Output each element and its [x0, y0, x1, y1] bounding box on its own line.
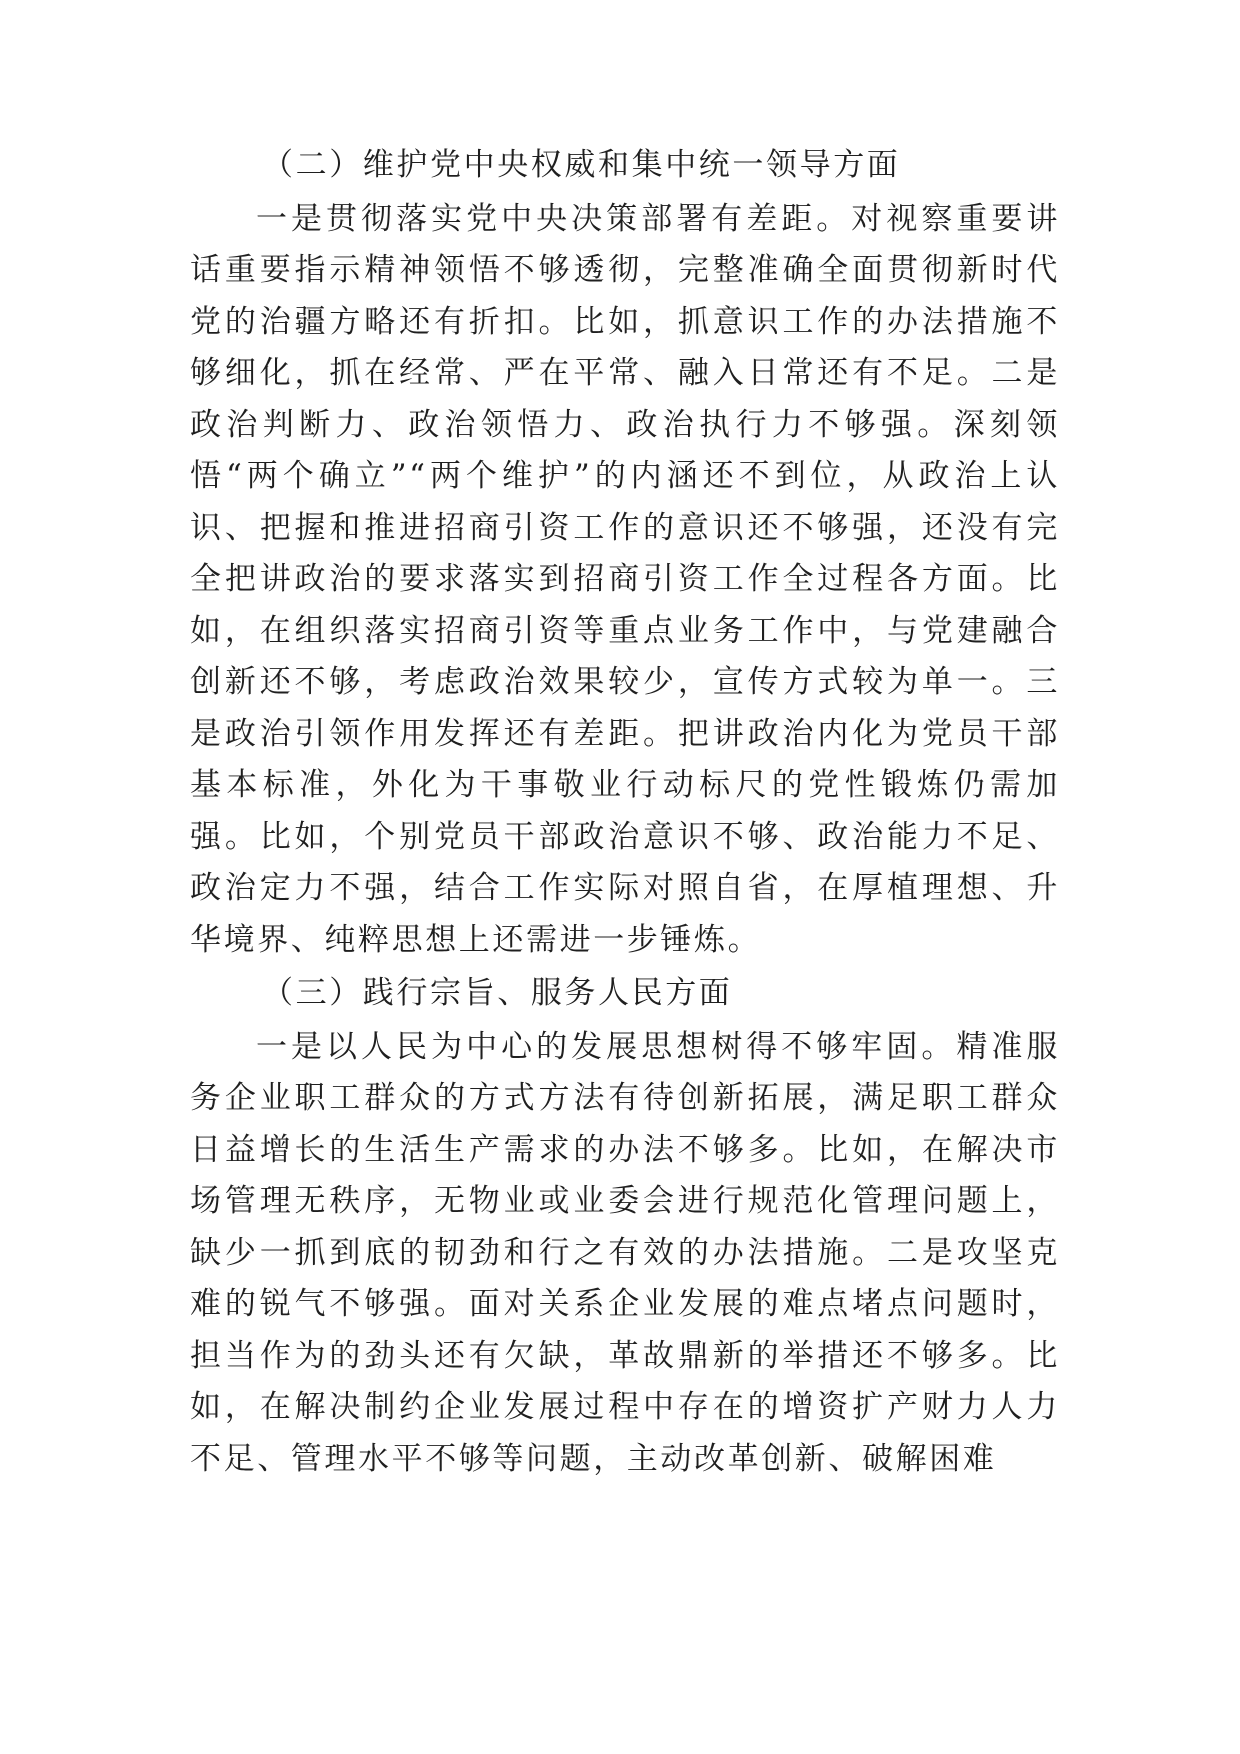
document-body — [190, 140, 1060, 1485]
section-heading-3: （三）践行宗旨、服务人民方面 — [262, 975, 733, 1011]
section-paragraph-3: 一是以人民为中心的发展思想树得不够牢固。精准服务企业职工群众的方式方法有待创新拓展，满足职工群众日益增长的生活生产需求的办法不够多。比如，在解决市场管理无秩序，无物业或业委会进行规范化管理问题上，缺少一抓到底的韧劲和行之有效的办法措施。二是攻坚克难的锐气不够强。面对关系企业发展的难点堵点问题时，担当作为的劲头还有欠缺，革故鼎新的举措还不够多。比如，在解决制约企业发展过程中存在的增资扩产财力人力不足、管理水平不够等问题，主动改革创新、破解困难 — [190, 1028, 1060, 1477]
section-paragraph-2: 一是贯彻落实党中央决策部署有差距。对视察重要讲话重要指示精神领悟不够透彻，完整准确全面贯彻新时代党的治疆方略还有折扣。比如，抓意识工作的办法措施不够细化，抓在经常、严在平常、融入日常还有不足。二是政治判断力、政治领悟力、政治执行力不够强。深刻领悟“两个确立”“两个维护”的内涵还不到位，从政治上认识、把握和推进招商引资工作的意识还不够强，还没有完全把讲政治的要求落实到招商引资工作全过程各方面。比如，在组织落实招商引资等重点业务工作中，与党建融合创新还不够，考虑政治效果较少，宣传方式较为单一。三是政治引领作用发挥还有差距。把讲政治内化为党员干部基本标准，外化为干事敬业行动标尺的党性锻炼仍需加强。比如，个别党员干部政治意识不够、政治能力不足、政治定力不强，结合工作实际对照自省，在厚植理想、升华境界、纯粹思想上还需进一步锤炼。 — [190, 200, 1060, 958]
section-heading-2: （二）维护党中央权威和集中统一领导方面 — [262, 147, 901, 183]
